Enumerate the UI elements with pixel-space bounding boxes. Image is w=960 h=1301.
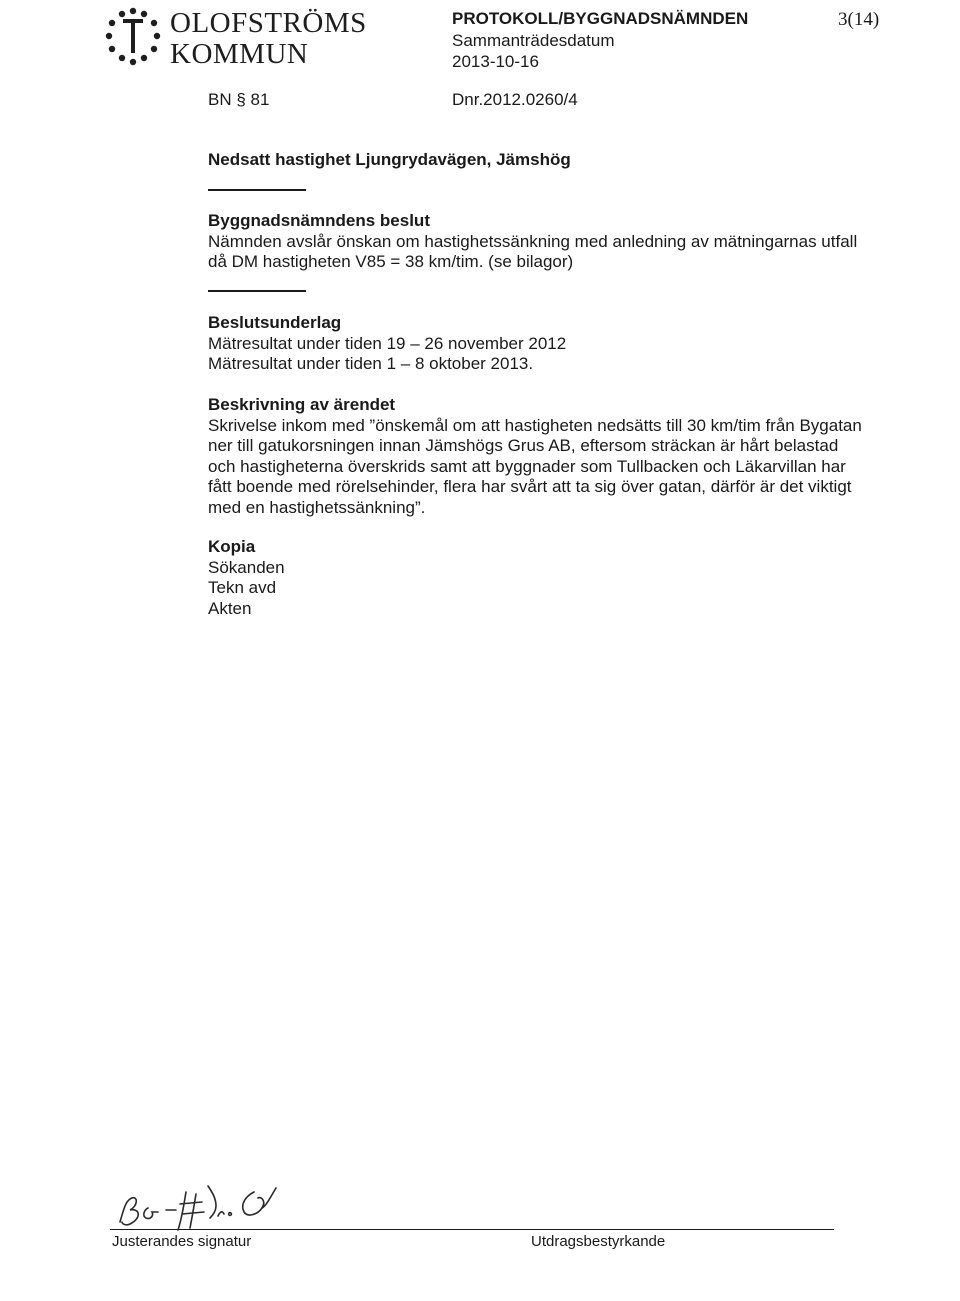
case-number: Dnr.2012.0260/4 <box>452 90 578 109</box>
copy-heading: Kopia <box>208 537 256 556</box>
extract-label: Utdragsbestyrkande <box>531 1233 666 1250</box>
basis-line: Mätresultat under tiden 19 – 26 november 2012 <box>208 333 567 353</box>
copy-recipient: Tekn avd <box>208 578 277 597</box>
divider <box>208 189 306 191</box>
page-title: Nedsatt hastighet Ljungrydavägen, Jämshög <box>208 150 571 169</box>
copy-recipient: Akten <box>208 598 252 618</box>
decision-section <box>208 211 908 273</box>
description-line: fått boende med rörelsehinder, flera har svårt att ta sig över gatan, därför är det viktigt <box>208 477 852 496</box>
decision-heading: Byggnadsnämndens beslut <box>208 211 430 230</box>
basis-line: Mätresultat under tiden 1 – 8 oktober 2013. <box>208 354 534 373</box>
decision-line: då DM hastigheten V85 = 38 km/tim. (se bilagor) <box>208 252 574 271</box>
copy-section <box>208 537 508 619</box>
logo-line-1: OLOFSTRÖMS <box>170 7 367 39</box>
meeting-date-label: Sammanträdesdatum <box>452 31 615 50</box>
section-number: BN § 81 <box>208 90 270 109</box>
description-line: Skrivelse inkom med ”önskemål om att hastigheten nedsätts till 30 km/tim från Bygatan <box>208 415 862 435</box>
logo-line-2: KOMMUN <box>170 38 309 70</box>
signature-label: Justerandes signatur <box>112 1233 252 1250</box>
document-type: PROTOKOLL/BYGGNADSNÄMNDEN <box>452 9 749 28</box>
description-line: med en hastighetssänkning”. <box>208 497 426 517</box>
basis-heading: Beslutsunderlag <box>208 313 342 332</box>
signature-line <box>110 1229 834 1230</box>
description-line: och hastigheterna överskrids samt att byggnader som Tullbacken och Läkarvillan har <box>208 456 846 476</box>
description-line: ner till gatukorsningen innan Jämshögs Grus AB, eftersom sträckan är hårt belastad <box>208 436 839 455</box>
municipality-logo <box>104 4 369 68</box>
description-heading: Beskrivning av ärendet <box>208 395 396 414</box>
basis-section <box>208 313 908 375</box>
divider <box>208 290 306 292</box>
municipality-emblem-icon <box>104 4 164 68</box>
page-number: 3(14) <box>838 9 880 30</box>
meeting-date: 2013-10-16 <box>452 52 539 71</box>
decision-line: Nämnden avslår önskan om hastighetssänkning med anledning av mätningarnas utfall <box>208 231 858 251</box>
description-section <box>208 395 928 518</box>
copy-recipient: Sökanden <box>208 557 285 577</box>
